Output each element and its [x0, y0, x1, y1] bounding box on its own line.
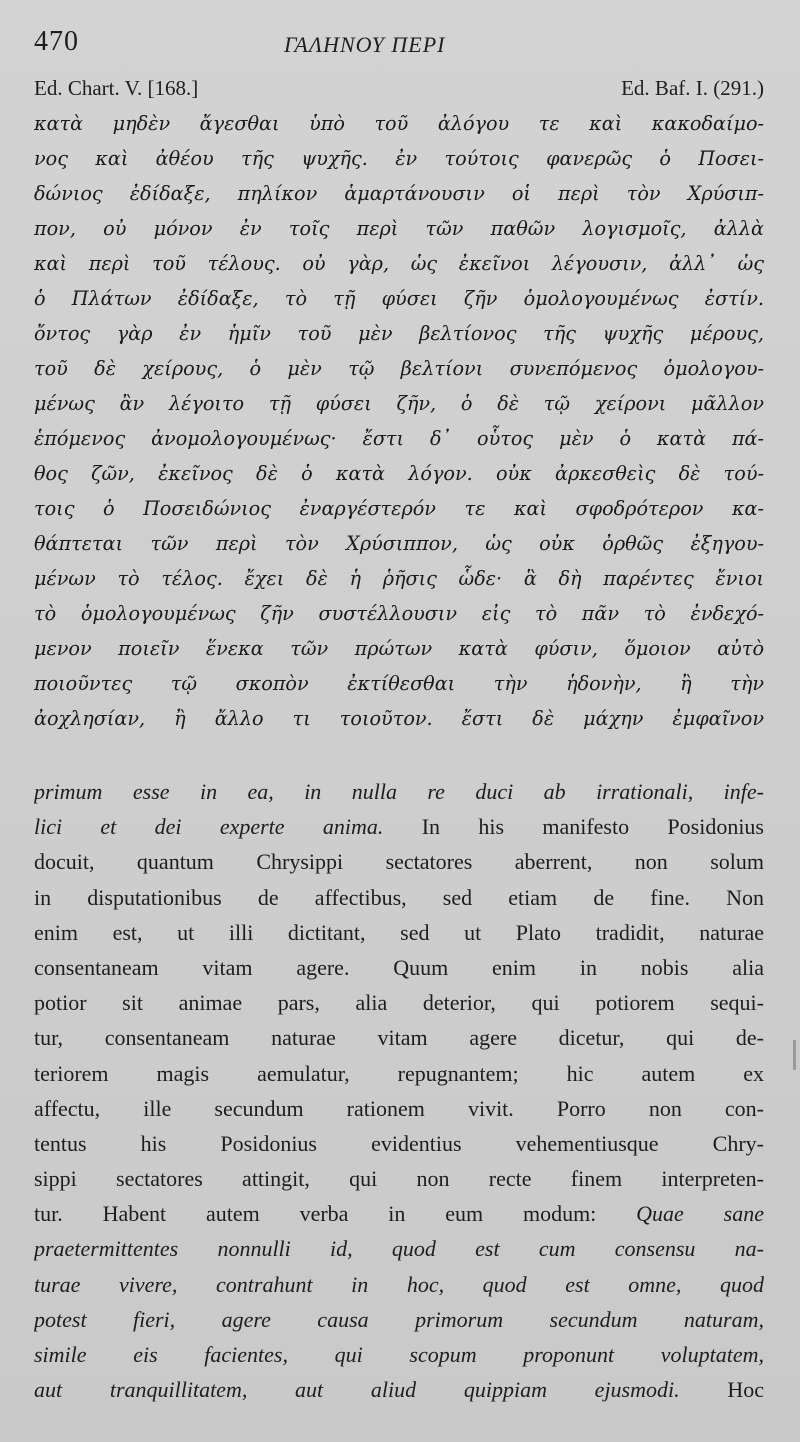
greek-text-line: τοῦ δὲ χείρους, ὁ μὲν τῷ βελτίονι συνεπόμενος ὁμολογου-	[34, 357, 764, 380]
page-number: 470	[34, 26, 79, 57]
latin-roman-segment: Hoc	[679, 1377, 764, 1403]
latin-text-line	[34, 1126, 764, 1161]
running-title: ΓΑΛΗΝΟΥ ΠΕΡΙ	[284, 32, 446, 57]
latin-italic-segment: simile eis facientes, qui scopum proponunt voluptatem,	[34, 1342, 764, 1367]
greek-text-line: τοις ὁ Ποσειδώνιος ἐναργέστερόν τε καὶ σφοδρότερον κα-	[34, 497, 764, 520]
greek-text-line: νος καὶ ἀθέου τῆς ψυχῆς. ἐν τούτοις φανερῶς ὁ Ποσει-	[34, 147, 764, 170]
latin-roman-segment: tur. Habent autem verba in eum modum:	[34, 1201, 637, 1227]
latin-roman-segment: in disputationibus de affectibus, sed etiam de fine. Non	[34, 884, 764, 910]
latin-text-line	[34, 985, 764, 1020]
greek-text-line: τὸ ὁμολογουμένως ζῆν συστέλλουσιν εἰς τὸ πᾶν τὸ ἐνδεχό-	[34, 602, 764, 625]
latin-italic-segment: praetermittentes nonnulli id, quod est cum consensu na-	[34, 1236, 764, 1262]
greek-text-line: θάπτεται τῶν περὶ τὸν Χρύσιππον, ὡς οὐκ ὀρθῶς ἐξηγου-	[34, 532, 764, 555]
greek-text-line: ἀοχλησίαν, ἢ ἄλλο τι τοιοῦτον. ἔστι δὲ μάχην ἐμφαῖνον	[34, 707, 764, 730]
latin-text-line	[34, 1056, 764, 1091]
latin-roman-segment: tentus his Posidonius evidentius vehementiusque Chry-	[34, 1130, 764, 1156]
greek-text-line: ἑπόμενος ἀνομολογουμένως· ἔστι δ᾽ οὗτος μὲν ὁ κατὰ πά-	[34, 427, 764, 450]
latin-roman-segment: tur, consentaneam naturae vitam agere dicetur, qui de-	[34, 1025, 764, 1051]
latin-text-line	[34, 1020, 764, 1055]
latin-text-line	[34, 1337, 764, 1372]
latin-roman-segment: consentaneam vitam agere. Quum enim in nobis alia	[34, 954, 764, 980]
latin-italic-segment: Quae sane	[636, 1201, 764, 1227]
greek-text-line: ποιοῦντες τῷ σκοπὸν ἐκτίθεσθαι τὴν ἡδονὴν, ἢ τὴν	[34, 672, 764, 695]
edition-chartier-reference: Ed. Chart. V. [168.]	[34, 76, 199, 100]
latin-roman-segment: affectu, ille secundum rationem vivit. Porro non con-	[34, 1095, 764, 1121]
margin-mark	[793, 1040, 796, 1070]
greek-text-block	[34, 106, 764, 736]
greek-text-line: κατὰ μηδὲν ἄγεσθαι ὑπὸ τοῦ ἀλόγου τε καὶ κακοδαίμο-	[34, 112, 764, 135]
edition-reference-line	[34, 76, 764, 104]
latin-text-line	[34, 950, 764, 985]
greek-text-line: ὄντος γὰρ ἐν ἡμῖν τοῦ μὲν βελτίονος τῆς ψυχῆς μέρους,	[34, 322, 764, 345]
latin-italic-segment: turae vivere, contrahunt in hoc, quod est omne, quod	[34, 1271, 764, 1297]
latin-roman-segment: enim est, ut illi dictitant, sed ut Plato tradidit, naturae	[34, 919, 764, 945]
greek-text-line: καὶ περὶ τοῦ τέλους. οὐ γὰρ, ὡς ἐκεῖνοι λέγουσιν, ἀλλ᾽ ὡς	[34, 252, 764, 275]
greek-text-line: θος ζῶν, ἐκεῖνος δὲ ὁ κατὰ λόγον. οὐκ ἀρκεσθεὶς δὲ τού-	[34, 462, 764, 485]
greek-text-line: μένων τὸ τέλος. ἔχει δὲ ἡ ῥῆσις ὧδε· ἃ δὴ παρέντες ἔνιοι	[34, 567, 764, 590]
latin-roman-segment: In his manifesto Posidonius	[383, 814, 764, 840]
greek-text-line: μένως ἂν λέγοιτο τῇ φύσει ζῆν, ὁ δὲ τῷ χείρονι μᾶλλον	[34, 392, 764, 415]
latin-text-line	[34, 809, 764, 844]
latin-italic-segment: primum esse in ea, in nulla re duci ab irrationali, infe-	[34, 779, 764, 804]
latin-roman-segment: potior sit animae pars, alia deterior, qui potiorem sequi-	[34, 990, 764, 1016]
latin-text-line	[34, 1196, 764, 1231]
latin-text-block	[34, 774, 764, 1407]
edition-basel-reference: Ed. Baf. I. (291.)	[621, 76, 764, 100]
latin-text-line	[34, 1372, 764, 1407]
latin-text-line	[34, 1302, 764, 1337]
latin-roman-segment: docuit, quantum Chrysippi sectatores aberrent, non solum	[34, 849, 764, 875]
latin-text-line	[34, 1231, 764, 1266]
greek-text-line: δώνιος ἐδίδαξε, πηλίκον ἁμαρτάνουσιν οἱ περὶ τὸν Χρύσιπ-	[34, 182, 764, 205]
latin-text-line	[34, 1091, 764, 1126]
latin-italic-segment: aut tranquillitatem, aut aliud quippiam ejusmodi.	[34, 1377, 680, 1403]
latin-roman-segment: sippi sectatores attingit, qui non recte finem interpreten-	[34, 1166, 764, 1192]
greek-text-line: πον, οὐ μόνον ἐν τοῖς περὶ τῶν παθῶν λογισμοῖς, ἀλλὰ	[34, 217, 764, 240]
greek-text-line: μενον ποιεῖν ἕνεκα τῶν πρώτων κατὰ φύσιν, ὅμοιον αὐτὸ	[34, 637, 764, 660]
latin-text-line	[34, 774, 764, 809]
page-header	[34, 26, 764, 62]
latin-text-line	[34, 1161, 764, 1196]
latin-text-line	[34, 844, 764, 879]
latin-italic-segment: potest fieri, agere causa primorum secundum naturam,	[34, 1306, 764, 1332]
latin-italic-segment: lici et dei experte anima.	[34, 814, 384, 840]
greek-text-line: ὁ Πλάτων ἐδίδαξε, τὸ τῇ φύσει ζῆν ὁμολογουμένως ἐστίν.	[34, 287, 764, 310]
latin-roman-segment: teriorem magis aemulatur, repugnantem; hic autem ex	[34, 1060, 764, 1086]
latin-text-line	[34, 880, 764, 915]
latin-text-line	[34, 915, 764, 950]
latin-text-line	[34, 1267, 764, 1302]
